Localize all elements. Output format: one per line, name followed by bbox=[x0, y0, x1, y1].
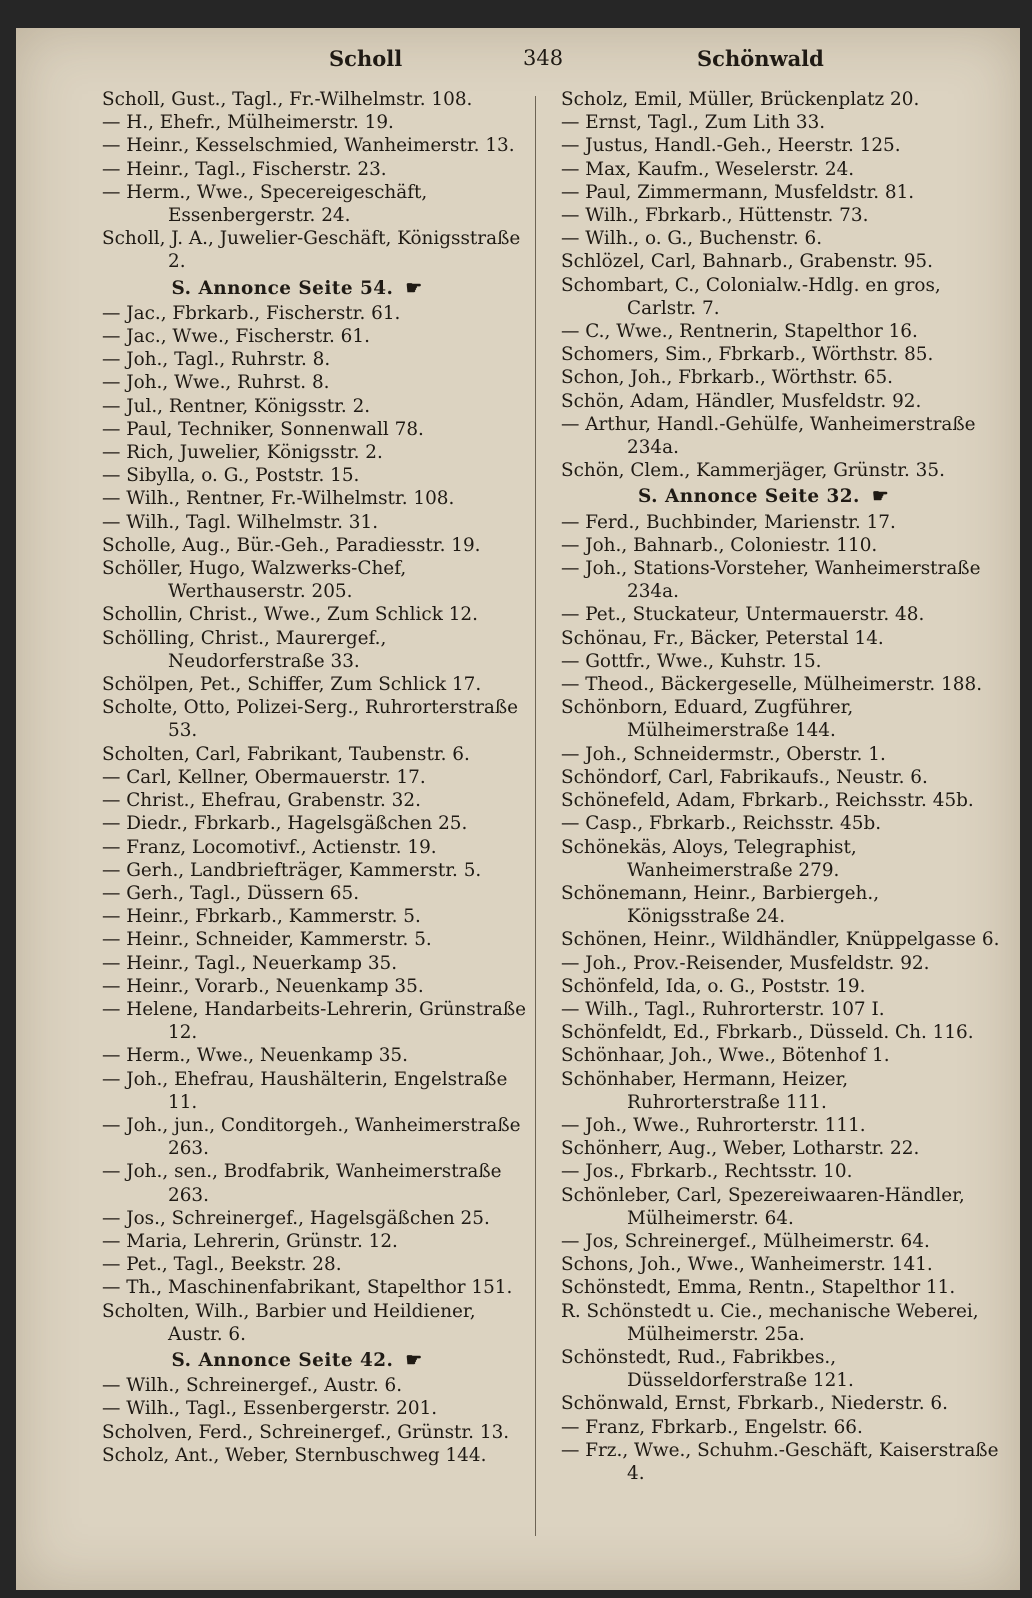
directory-entry: — Joh., jun., Conditorgeh., Wanheimerstraße 263. bbox=[102, 1114, 521, 1160]
directory-entry: — Justus, Handl.-Geh., Heerstr. 125. bbox=[561, 135, 901, 157]
header-left-surname: Scholl bbox=[329, 46, 403, 71]
left-column bbox=[102, 88, 532, 1467]
directory-entry: — Paul, Techniker, Sonnenwall 78. bbox=[102, 418, 424, 440]
directory-entry: — Wilh., Schreinergef., Austr. 6. bbox=[102, 1375, 403, 1397]
directory-entry: Schönemann, Heinr., Barbiergeh., Königsstraße 24. bbox=[561, 882, 880, 928]
directory-entry: Schöller, Hugo, Walzwerks-Chef, Werthauserstr. 205. bbox=[102, 558, 407, 603]
directory-entry: Schönhaar, Joh., Wwe., Bötenhof 1. bbox=[561, 1045, 890, 1067]
directory-entry: — Heinr., Kesselschmied, Wanheimerstr. 13. bbox=[102, 135, 515, 157]
directory-entry: — Jul., Rentner, Königsstr. 2. bbox=[102, 395, 371, 417]
directory-entry: Schönherr, Aug., Weber, Lotharstr. 22. bbox=[561, 1138, 920, 1160]
directory-entry: — Th., Maschinenfabrikant, Stapelthor 151. bbox=[102, 1277, 513, 1299]
directory-entry: — Heinr., Vorarb., Neuenkamp 35. bbox=[102, 975, 424, 997]
directory-entry: — Joh., Tagl., Ruhrstr. 8. bbox=[102, 349, 331, 371]
directory-entry: Scholten, Wilh., Barbier und Heildiener, Austr. 6. bbox=[102, 1300, 476, 1345]
directory-entry: Schönekäs, Aloys, Telegraphist, Wanheimerstraße 279. bbox=[561, 836, 857, 881]
directory-entry: Schönwald, Ernst, Fbrkarb., Niederstr. 6. bbox=[561, 1393, 948, 1415]
directory-entry: Schlözel, Carl, Bahnarb., Grabenstr. 95. bbox=[561, 251, 933, 273]
directory-entry: — Joh., sen., Brodfabrik, Wanheimerstraße 263. bbox=[102, 1161, 502, 1206]
directory-entry: — Gerh., Landbriefträger, Kammerstr. 5. bbox=[102, 859, 482, 881]
pointing-hand-icon: ☛ bbox=[405, 1349, 423, 1371]
directory-entry: Scholz, Ant., Weber, Sternbuschweg 144. bbox=[102, 1444, 487, 1466]
annonce-reference bbox=[102, 1349, 532, 1372]
directory-entry: — Diedr., Fbrkarb., Hagelsgäßchen 25. bbox=[102, 813, 468, 835]
directory-entry: Scholten, Carl, Fabrikant, Taubenstr. 6. bbox=[102, 743, 470, 765]
directory-entry: — Pet., Stuckateur, Untermauerstr. 48. bbox=[561, 604, 925, 626]
directory-entry: — Max, Kaufm., Weselerstr. 24. bbox=[561, 158, 855, 180]
directory-entry: — Joh., Ehefrau, Haushälterin, Engelstraße 11. bbox=[102, 1068, 508, 1113]
annonce-text: S. Annonce Seite 54. bbox=[171, 277, 394, 299]
directory-entry: Schönen, Heinr., Wildhändler, Knüppelgasse 6. bbox=[561, 929, 1000, 951]
directory-entry: — Wilh., o. G., Buchenstr. 6. bbox=[561, 228, 823, 250]
directory-entry: Schölling, Christ., Maurergef., Neudorferstraße 33. bbox=[102, 627, 387, 672]
directory-entry: — Joh., Wwe., Ruhrst. 8. bbox=[102, 372, 330, 394]
directory-entry: Scholte, Otto, Polizei-Serg., Ruhrorterstraße 53. bbox=[102, 697, 519, 742]
directory-entry: Schönborn, Eduard, Zugführer, Mülheimerstraße 144. bbox=[561, 697, 854, 742]
page-header bbox=[16, 46, 1020, 76]
header-right-surname: Schönwald bbox=[697, 46, 824, 71]
directory-entry: Scholz, Emil, Müller, Brückenplatz 20. bbox=[561, 89, 920, 110]
directory-entry: — Jac., Wwe., Fischerstr. 61. bbox=[102, 326, 370, 348]
directory-entry: — Heinr., Tagl., Neuerkamp 35. bbox=[102, 952, 398, 974]
directory-entry: — C., Wwe., Rentnerin, Stapelthor 16. bbox=[561, 321, 918, 343]
directory-entry: — Wilh., Tagl., Essenbergerstr. 201. bbox=[102, 1398, 438, 1420]
directory-entry: — Franz, Locomotivf., Actienstr. 19. bbox=[102, 836, 437, 858]
directory-entry: — Herm., Wwe., Specereigeschäft, Essenbergerstr. 24. bbox=[102, 181, 428, 227]
directory-entry: — Maria, Lehrerin, Grünstr. 12. bbox=[102, 1230, 398, 1252]
directory-entry: — Sibylla, o. G., Poststr. 15. bbox=[102, 465, 360, 487]
directory-entry: — Carl, Kellner, Obermauerstr. 17. bbox=[102, 766, 426, 788]
directory-entry: Scholl, J. A., Juwelier-Geschäft, Königsstraße 2. bbox=[102, 228, 521, 273]
directory-entry: Scholle, Aug., Bür.-Geh., Paradiesstr. 19. bbox=[102, 534, 481, 556]
directory-entry: — Jos., Schreinergef., Hagelsgäßchen 25. bbox=[102, 1207, 490, 1229]
directory-entry: Schöndorf, Carl, Fabrikaufs., Neustr. 6. bbox=[561, 766, 928, 788]
directory-entry: Schön, Adam, Händler, Musfeldstr. 92. bbox=[561, 390, 922, 412]
directory-entry: — Gottfr., Wwe., Kuhstr. 15. bbox=[561, 650, 822, 672]
directory-entry: — Frz., Wwe., Schuhm.-Geschäft, Kaiserstraße 4. bbox=[561, 1439, 999, 1484]
directory-entry: Schombart, C., Colonialw.-Hdlg. en gros, Carlstr. 7. bbox=[561, 274, 941, 319]
directory-entry: Schönfeldt, Ed., Fbrkarb., Düsseld. Ch. 116. bbox=[561, 1022, 974, 1044]
directory-entry: Schönau, Fr., Bäcker, Peterstal 14. bbox=[561, 627, 884, 649]
pointing-hand-icon: ☛ bbox=[405, 277, 423, 299]
directory-entry: — Christ., Ehefrau, Grabenstr. 32. bbox=[102, 790, 421, 812]
directory-entry: — Jac., Fbrkarb., Fischerstr. 61. bbox=[102, 302, 401, 324]
directory-entry: Schönstedt, Emma, Rentn., Stapelthor 11. bbox=[561, 1277, 956, 1299]
directory-entry: — Ferd., Buchbinder, Marienstr. 17. bbox=[561, 511, 896, 533]
directory-entry: — Pet., Tagl., Beekstr. 28. bbox=[102, 1254, 342, 1276]
directory-entry: — Theod., Bäckergeselle, Mülheimerstr. 188. bbox=[561, 674, 983, 696]
right-column bbox=[561, 88, 1006, 1485]
directory-entry: — Ernst, Tagl., Zum Lith 33. bbox=[561, 112, 826, 134]
column-divider bbox=[535, 96, 536, 1536]
directory-entry: — Wilh., Tagl. Wilhelmstr. 31. bbox=[102, 511, 379, 533]
directory-entry: Scholven, Ferd., Schreinergef., Grünstr. 13. bbox=[102, 1421, 510, 1443]
directory-entry: — Heinr., Schneider, Kammerstr. 5. bbox=[102, 929, 432, 951]
annonce-text: S. Annonce Seite 32. bbox=[638, 486, 860, 508]
directory-entry: — Wilh., Fbrkarb., Hüttenstr. 73. bbox=[561, 205, 869, 227]
directory-entry: — Joh., Bahnarb., Coloniestr. 110. bbox=[561, 534, 878, 556]
directory-entry: — Joh., Schneidermstr., Oberstr. 1. bbox=[561, 743, 886, 765]
directory-entry: Schomers, Sim., Fbrkarb., Wörthstr. 85. bbox=[561, 344, 934, 366]
annonce-text: S. Annonce Seite 42. bbox=[171, 1349, 394, 1371]
directory-entry: R. Schönstedt u. Cie., mechanische Weberei, Mülheimerstr. 25a. bbox=[561, 1300, 979, 1345]
directory-entry: Schollin, Christ., Wwe., Zum Schlick 12. bbox=[102, 604, 478, 626]
directory-entry: Schölpen, Pet., Schiffer, Zum Schlick 17. bbox=[102, 674, 482, 696]
directory-entry: — Herm., Wwe., Neuenkamp 35. bbox=[102, 1045, 408, 1067]
directory-entry: Schönstedt, Rud., Fabrikbes., Düsseldorferstraße 121. bbox=[561, 1346, 854, 1392]
pointing-hand-icon: ☛ bbox=[871, 486, 889, 508]
directory-entry: Schönfeld, Ida, o. G., Poststr. 19. bbox=[561, 975, 866, 997]
directory-entry: — Franz, Fbrkarb., Engelstr. 66. bbox=[561, 1416, 863, 1438]
annonce-reference bbox=[561, 485, 1006, 508]
directory-entry: — Heinr., Tagl., Fischerstr. 23. bbox=[102, 158, 387, 180]
directory-entry: Schönefeld, Adam, Fbrkarb., Reichsstr. 45b. bbox=[561, 790, 974, 812]
directory-entry: — Joh., Stations-Vorsteher, Wanheimerstraße 234a. bbox=[561, 558, 981, 603]
directory-page bbox=[16, 28, 1020, 1590]
directory-entry: — Wilh., Tagl., Ruhrorterstr. 107 I. bbox=[561, 998, 885, 1020]
directory-entry: — H., Ehefr., Mülheimerstr. 19. bbox=[102, 112, 394, 134]
directory-entry: — Jos., Fbrkarb., Rechtsstr. 10. bbox=[561, 1161, 853, 1183]
directory-entry: — Joh., Prov.-Reisender, Musfeldstr. 92. bbox=[561, 952, 930, 974]
directory-entry: — Jos, Schreinergef., Mülheimerstr. 64. bbox=[561, 1230, 930, 1252]
directory-entry: — Rich, Juwelier, Königsstr. 2. bbox=[102, 442, 383, 464]
directory-entry: Schönhaber, Hermann, Heizer, Ruhrorterstraße 111. bbox=[561, 1068, 849, 1113]
directory-entry: — Gerh., Tagl., Düssern 65. bbox=[102, 882, 360, 904]
directory-entry: — Heinr., Fbrkarb., Kammerstr. 5. bbox=[102, 906, 421, 928]
directory-entry: Schönleber, Carl, Spezereiwaaren-Händler, Mülheimerstr. 64. bbox=[561, 1184, 965, 1229]
directory-entry: — Wilh., Rentner, Fr.-Wilhelmstr. 108. bbox=[102, 488, 455, 510]
directory-entry: — Casp., Fbrkarb., Reichsstr. 45b. bbox=[561, 813, 882, 835]
directory-entry: Schons, Joh., Wwe., Wanheimerstr. 141. bbox=[561, 1254, 933, 1276]
page-number: 348 bbox=[523, 46, 564, 70]
directory-entry: Schön, Clem., Kammerjäger, Grünstr. 35. bbox=[561, 460, 945, 482]
directory-entry: — Paul, Zimmermann, Musfeldstr. 81. bbox=[561, 181, 915, 203]
directory-entry: — Joh., Wwe., Ruhrorterstr. 111. bbox=[561, 1114, 866, 1136]
directory-entry: — Arthur, Handl.-Gehülfe, Wanheimerstraße 234a. bbox=[561, 413, 976, 459]
directory-entry: Schon, Joh., Fbrkarb., Wörthstr. 65. bbox=[561, 367, 893, 389]
directory-entry: Scholl, Gust., Tagl., Fr.-Wilhelmstr. 108. bbox=[102, 89, 473, 110]
annonce-reference bbox=[102, 277, 532, 300]
directory-entry: — Helene, Handarbeits-Lehrerin, Grünstraße 12. bbox=[102, 998, 527, 1044]
